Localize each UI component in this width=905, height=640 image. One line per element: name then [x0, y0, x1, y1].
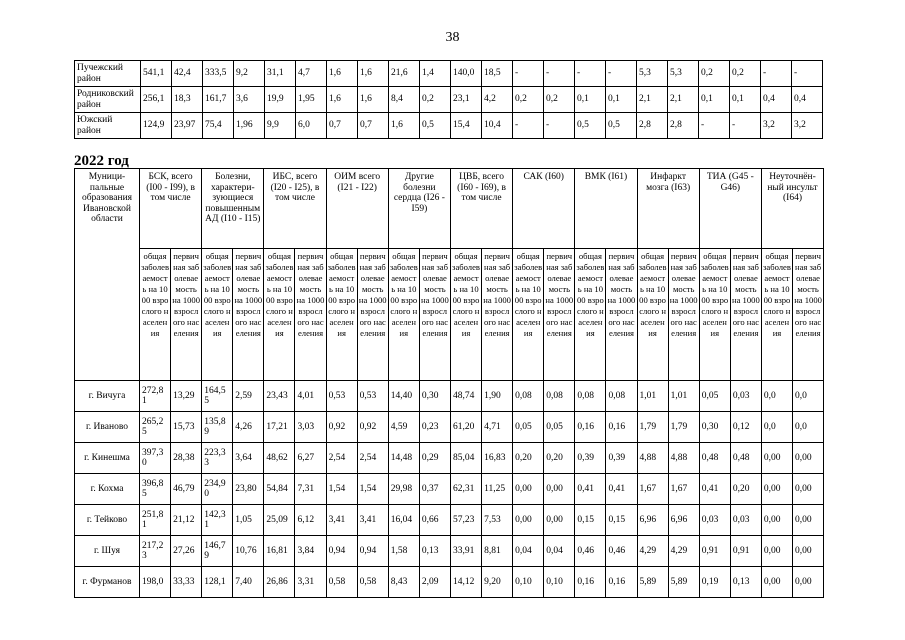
table-cell: 4,71 — [482, 412, 513, 443]
table-cell: 29,98 — [388, 474, 419, 505]
year-heading: 2022 год — [74, 153, 129, 169]
table-cell: 14,48 — [388, 443, 419, 474]
table-cell: 146,79 — [202, 536, 233, 567]
table-cell: 6,27 — [295, 443, 326, 474]
table-cell: 0,00 — [793, 474, 824, 505]
table-cell: 0,00 — [513, 505, 544, 536]
group-header: ОИМ всего (I21 - I22) — [326, 169, 388, 249]
table-cell: 62,31 — [450, 474, 481, 505]
municipality-column-header: Муници-пальные образования Ивановской области — [75, 169, 140, 381]
municipality-name: г. Кинешма — [75, 443, 140, 474]
general-morbidity-header: общая заболеваемость на 1000 взрослого населения — [575, 249, 606, 381]
table-cell: 14,12 — [450, 567, 481, 598]
table-cell: 1,6 — [327, 87, 358, 113]
table-cell: 14,40 — [388, 381, 419, 412]
group-header: ИБС, всего (I20 - I25), в том числе — [264, 169, 326, 249]
table-cell: 2,8 — [637, 113, 668, 139]
table-cell: 0,03 — [699, 505, 730, 536]
municipality-name: г. Иваново — [75, 412, 140, 443]
table-cell: 0,2 — [420, 87, 451, 113]
table-cell: 0,00 — [761, 443, 792, 474]
table-cell: 0,2 — [544, 87, 575, 113]
table-cell: 57,23 — [450, 505, 481, 536]
general-morbidity-header: общая заболеваемость на 1000 взрослого населения — [326, 249, 357, 381]
table-cell: 0,16 — [575, 412, 606, 443]
table-cell: 3,41 — [326, 505, 357, 536]
table-cell: 164,55 — [202, 381, 233, 412]
table-cell: 5,89 — [637, 567, 668, 598]
table-cell: 54,84 — [264, 474, 295, 505]
table-cell: 1,4 — [420, 61, 451, 87]
table-cell: 1,01 — [668, 381, 699, 412]
table-cell: 2,1 — [668, 87, 699, 113]
table-cell: 0,00 — [793, 443, 824, 474]
general-morbidity-header: общая заболеваемость на 1000 взрослого населения — [761, 249, 792, 381]
group-header: Другие болезни сердца (I26 - I59) — [388, 169, 450, 249]
table-cell: 15,4 — [451, 113, 482, 139]
table-cell: 0,91 — [699, 536, 730, 567]
table-cell: 48,62 — [264, 443, 295, 474]
group-header: ЦВБ, всего (I60 - I69), в том числе — [450, 169, 512, 249]
general-morbidity-header: общая заболеваемость на 1000 взрослого населения — [202, 249, 233, 381]
table-cell: 13,29 — [171, 381, 202, 412]
table-cell: 0,5 — [420, 113, 451, 139]
table-cell: 0,2 — [513, 87, 544, 113]
table-cell: 1,58 — [388, 536, 419, 567]
table-cell: 0,5 — [575, 113, 606, 139]
table-cell: 0,41 — [606, 474, 637, 505]
table-cell: 0,15 — [606, 505, 637, 536]
table-cell: 0,1 — [575, 87, 606, 113]
table-cell: 333,5 — [203, 61, 234, 87]
table-cell: 0,05 — [544, 412, 575, 443]
table-cell: 8,4 — [389, 87, 420, 113]
table-cell: 0,53 — [326, 381, 357, 412]
table-cell: 3,03 — [295, 412, 326, 443]
table-cell: 128,1 — [202, 567, 233, 598]
district-name: Пучежский район — [75, 61, 141, 87]
table-cell: 42,4 — [172, 61, 203, 87]
table-cell: 0,04 — [544, 536, 575, 567]
table-cell: 31,1 — [265, 61, 296, 87]
table-cell: 1,54 — [357, 474, 388, 505]
table-cell: 1,6 — [327, 61, 358, 87]
table-cell: 1,79 — [668, 412, 699, 443]
table-cell: 0,41 — [575, 474, 606, 505]
municipality-name: г. Тейково — [75, 505, 140, 536]
primary-morbidity-header: первичная заболеваемость на 1000 взрослого населения — [482, 249, 513, 381]
table-cell: 0,39 — [606, 443, 637, 474]
group-header: Инфаркт мозга (I63) — [637, 169, 699, 249]
table-cell: 142,31 — [202, 505, 233, 536]
table-cell: - — [513, 61, 544, 87]
table-row — [75, 474, 824, 505]
table-cell: 0,92 — [326, 412, 357, 443]
table-cell: 0,00 — [761, 536, 792, 567]
table-cell: 6,0 — [296, 113, 327, 139]
primary-morbidity-header: первичная заболеваемость на 1000 взрослого населения — [730, 249, 761, 381]
table-cell: 0,00 — [544, 505, 575, 536]
table-cell: 15,73 — [171, 412, 202, 443]
table-cell: 0,48 — [699, 443, 730, 474]
table-cell: 0,39 — [575, 443, 606, 474]
table-cell: 0,20 — [513, 443, 544, 474]
table-row — [75, 443, 824, 474]
table-cell: 3,6 — [234, 87, 265, 113]
table-cell: 0,0 — [793, 412, 824, 443]
table-cell: - — [513, 113, 544, 139]
table-cell: 0,53 — [357, 381, 388, 412]
table-row — [75, 567, 824, 598]
table-cell: 0,00 — [761, 505, 792, 536]
table-cell: - — [544, 61, 575, 87]
table-cell: 0,00 — [761, 567, 792, 598]
table-cell: 7,53 — [482, 505, 513, 536]
table-cell: 4,29 — [668, 536, 699, 567]
table-cell: 85,04 — [450, 443, 481, 474]
table-cell: 1,67 — [668, 474, 699, 505]
table-cell: 0,00 — [513, 474, 544, 505]
table-cell: 23,43 — [264, 381, 295, 412]
general-morbidity-header: общая заболеваемость на 1000 взрослого населения — [699, 249, 730, 381]
table-cell: 6,12 — [295, 505, 326, 536]
table-cell: 0,46 — [575, 536, 606, 567]
table-cell: 2,09 — [419, 567, 450, 598]
table-cell: 9,9 — [265, 113, 296, 139]
table-cell: 48,74 — [450, 381, 481, 412]
table-cell: 0,41 — [699, 474, 730, 505]
table-cell: 46,79 — [171, 474, 202, 505]
table-cell: 0,0 — [793, 381, 824, 412]
table-cell: 1,6 — [358, 87, 389, 113]
table-cell: 0,05 — [699, 381, 730, 412]
morbidity-table-2022 — [74, 168, 824, 598]
primary-morbidity-header: первичная заболеваемость на 1000 взрослого населения — [544, 249, 575, 381]
table-cell: 0,16 — [606, 567, 637, 598]
primary-morbidity-header: первичная заболеваемость на 1000 взрослого населения — [606, 249, 637, 381]
table-cell: 6,96 — [668, 505, 699, 536]
table-cell: 234,90 — [202, 474, 233, 505]
table-cell: 0,66 — [419, 505, 450, 536]
previous-year-table — [74, 60, 823, 139]
table-row — [75, 87, 823, 113]
table-cell: 0,1 — [730, 87, 761, 113]
primary-morbidity-header: первичная заболеваемость на 1000 взрослого населения — [668, 249, 699, 381]
primary-morbidity-header: первичная заболеваемость на 1000 взрослого населения — [295, 249, 326, 381]
table-cell: 0,7 — [327, 113, 358, 139]
table-cell: 19,9 — [265, 87, 296, 113]
municipality-name: г. Вичуга — [75, 381, 140, 412]
table-cell: 0,08 — [513, 381, 544, 412]
table-cell: 11,25 — [482, 474, 513, 505]
table-cell: 6,96 — [637, 505, 668, 536]
table-cell: 0,94 — [357, 536, 388, 567]
table-cell: 1,96 — [234, 113, 265, 139]
table-cell: 23,1 — [451, 87, 482, 113]
general-morbidity-header: общая заболеваемость на 1000 взрослого населения — [513, 249, 544, 381]
primary-morbidity-header: первичная заболеваемость на 1000 взрослого населения — [357, 249, 388, 381]
table-cell: 0,04 — [513, 536, 544, 567]
general-morbidity-header: общая заболеваемость на 1000 взрослого населения — [450, 249, 481, 381]
table-cell: 23,80 — [233, 474, 264, 505]
table-cell: 0,16 — [575, 567, 606, 598]
table-row — [75, 113, 823, 139]
table-cell: 0,91 — [730, 536, 761, 567]
table-cell: 4,88 — [668, 443, 699, 474]
table-cell: - — [699, 113, 730, 139]
table-cell: 25,09 — [264, 505, 295, 536]
table-cell: 28,38 — [171, 443, 202, 474]
table-cell: 16,81 — [264, 536, 295, 567]
table-cell: 10,76 — [233, 536, 264, 567]
table-cell: 4,26 — [233, 412, 264, 443]
table-cell: 0,10 — [544, 567, 575, 598]
table-cell: 3,64 — [233, 443, 264, 474]
table-cell: 18,3 — [172, 87, 203, 113]
table-cell: 8,43 — [388, 567, 419, 598]
table-cell: 2,54 — [357, 443, 388, 474]
table-cell: 0,5 — [606, 113, 637, 139]
group-header: Неуточнён-ный инсульт (I64) — [761, 169, 823, 249]
table-cell: 0,92 — [357, 412, 388, 443]
table-cell: - — [606, 61, 637, 87]
table-cell: 272,81 — [140, 381, 171, 412]
table-cell: 0,30 — [419, 381, 450, 412]
table-cell: 1,79 — [637, 412, 668, 443]
municipality-name: г. Кохма — [75, 474, 140, 505]
table-row — [75, 381, 824, 412]
table-cell: 3,84 — [295, 536, 326, 567]
table-cell: 23,97 — [172, 113, 203, 139]
table-cell: 0,2 — [699, 61, 730, 87]
table-cell: 0,7 — [358, 113, 389, 139]
table-cell: 9,2 — [234, 61, 265, 87]
table-cell: 0,12 — [730, 412, 761, 443]
table-cell: 0,15 — [575, 505, 606, 536]
municipality-name: г. Фурманов — [75, 567, 140, 598]
table-row — [75, 536, 824, 567]
table-cell: 1,05 — [233, 505, 264, 536]
table-cell: 3,41 — [357, 505, 388, 536]
group-header: ВМК (I61) — [575, 169, 637, 249]
table-cell: 0,00 — [793, 567, 824, 598]
table-cell: 161,7 — [203, 87, 234, 113]
general-morbidity-header: общая заболеваемость на 1000 взрослого населения — [388, 249, 419, 381]
table-cell: 9,20 — [482, 567, 513, 598]
table-cell: 16,04 — [388, 505, 419, 536]
group-header: САК (I60) — [513, 169, 575, 249]
table-cell: - — [761, 61, 792, 87]
table-cell: 0,37 — [419, 474, 450, 505]
table-cell: - — [544, 113, 575, 139]
table-cell: 396,85 — [140, 474, 171, 505]
table-cell: 0,46 — [606, 536, 637, 567]
table-cell: 0,03 — [730, 505, 761, 536]
table-cell: 5,89 — [668, 567, 699, 598]
table-cell: 4,88 — [637, 443, 668, 474]
table-cell: 0,00 — [793, 505, 824, 536]
table-row — [75, 412, 824, 443]
table-cell: 0,03 — [730, 381, 761, 412]
general-morbidity-header: общая заболеваемость на 1000 взрослого населения — [140, 249, 171, 381]
primary-morbidity-header: первичная заболеваемость на 1000 взрослого населения — [233, 249, 264, 381]
general-morbidity-header: общая заболеваемость на 1000 взрослого населения — [637, 249, 668, 381]
table-cell: 0,10 — [513, 567, 544, 598]
table-cell: 2,1 — [637, 87, 668, 113]
group-header: БСК, всего (I00 - I99), в том числе — [140, 169, 202, 249]
table-cell: 0,16 — [606, 412, 637, 443]
table-cell: 3,31 — [295, 567, 326, 598]
table-cell: 0,48 — [730, 443, 761, 474]
district-name: Южский район — [75, 113, 141, 139]
table-cell: 0,20 — [544, 443, 575, 474]
table-cell: 4,2 — [482, 87, 513, 113]
table-cell: 5,3 — [668, 61, 699, 87]
table-cell: 7,40 — [233, 567, 264, 598]
table-cell: 0,08 — [544, 381, 575, 412]
table-cell: 4,01 — [295, 381, 326, 412]
table-cell: 1,90 — [482, 381, 513, 412]
table-cell: 0,13 — [419, 536, 450, 567]
table-row — [75, 505, 824, 536]
table-cell: 75,4 — [203, 113, 234, 139]
table-cell: 0,58 — [326, 567, 357, 598]
table-cell: 5,3 — [637, 61, 668, 87]
table-cell: 217,23 — [140, 536, 171, 567]
table-cell: 1,67 — [637, 474, 668, 505]
group-header: ТИА (G45 - G46) — [699, 169, 761, 249]
table-cell: 2,54 — [326, 443, 357, 474]
table-cell: 17,21 — [264, 412, 295, 443]
table-cell: 4,59 — [388, 412, 419, 443]
table-cell: 0,1 — [699, 87, 730, 113]
table-cell: 0,00 — [761, 474, 792, 505]
group-header: Болезни, характери-зующиеся повышенным АД (I10 - I15) — [202, 169, 264, 249]
table-cell: - — [792, 61, 823, 87]
table-cell: 3,2 — [761, 113, 792, 139]
table-cell: 0,13 — [730, 567, 761, 598]
table-cell: 4,7 — [296, 61, 327, 87]
table-cell: 7,31 — [295, 474, 326, 505]
table-cell: 256,1 — [141, 87, 172, 113]
table-cell: 0,4 — [761, 87, 792, 113]
table-cell: 1,95 — [296, 87, 327, 113]
table-cell: 198,0 — [140, 567, 171, 598]
district-name: Родниковский район — [75, 87, 141, 113]
table-cell: 2,59 — [233, 381, 264, 412]
table-cell: 33,33 — [171, 567, 202, 598]
table-cell: 0,05 — [513, 412, 544, 443]
table-cell: 0,0 — [761, 381, 792, 412]
table-cell: 251,81 — [140, 505, 171, 536]
table-cell: 0,08 — [575, 381, 606, 412]
table-cell: 135,89 — [202, 412, 233, 443]
table-cell: 0,08 — [606, 381, 637, 412]
table-cell: 124,9 — [141, 113, 172, 139]
table-cell: 0,0 — [761, 412, 792, 443]
table-cell: 265,25 — [140, 412, 171, 443]
table-cell: 16,83 — [482, 443, 513, 474]
table-cell: 1,01 — [637, 381, 668, 412]
primary-morbidity-header: первичная заболеваемость на 1000 взрослого населения — [419, 249, 450, 381]
table-cell: 223,33 — [202, 443, 233, 474]
table-cell: 0,00 — [793, 536, 824, 567]
table-cell: 0,19 — [699, 567, 730, 598]
table-cell: 0,4 — [792, 87, 823, 113]
table-cell: 3,2 — [792, 113, 823, 139]
table-cell: 397,30 — [140, 443, 171, 474]
municipality-name: г. Шуя — [75, 536, 140, 567]
table-cell: 2,8 — [668, 113, 699, 139]
table-cell: 0,1 — [606, 87, 637, 113]
table-cell: 21,12 — [171, 505, 202, 536]
table-cell: 26,86 — [264, 567, 295, 598]
primary-morbidity-header: первичная заболеваемость на 1000 взрослого населения — [793, 249, 824, 381]
table-cell: 10,4 — [482, 113, 513, 139]
table-cell: 0,58 — [357, 567, 388, 598]
general-morbidity-header: общая заболеваемость на 1000 взрослого населения — [264, 249, 295, 381]
table-cell: 541,1 — [141, 61, 172, 87]
table-cell: - — [575, 61, 606, 87]
table-cell: - — [730, 113, 761, 139]
table-cell: 0,00 — [544, 474, 575, 505]
table-cell: 0,2 — [730, 61, 761, 87]
table-cell: 61,20 — [450, 412, 481, 443]
primary-morbidity-header: первичная заболеваемость на 1000 взрослого населения — [171, 249, 202, 381]
table-cell: 0,20 — [730, 474, 761, 505]
table-cell: 27,26 — [171, 536, 202, 567]
table-cell: 1,54 — [326, 474, 357, 505]
table-cell: 140,0 — [451, 61, 482, 87]
table-cell: 21,6 — [389, 61, 420, 87]
table-cell: 0,30 — [699, 412, 730, 443]
table-cell: 1,6 — [358, 61, 389, 87]
table-cell: 0,29 — [419, 443, 450, 474]
table-cell: 8,81 — [482, 536, 513, 567]
table-cell: 18,5 — [482, 61, 513, 87]
table-cell: 0,23 — [419, 412, 450, 443]
table-cell: 1,6 — [389, 113, 420, 139]
page-number: 38 — [445, 30, 460, 45]
table-cell: 4,29 — [637, 536, 668, 567]
table-row — [75, 61, 823, 87]
table-cell: 0,94 — [326, 536, 357, 567]
table-cell: 33,91 — [450, 536, 481, 567]
